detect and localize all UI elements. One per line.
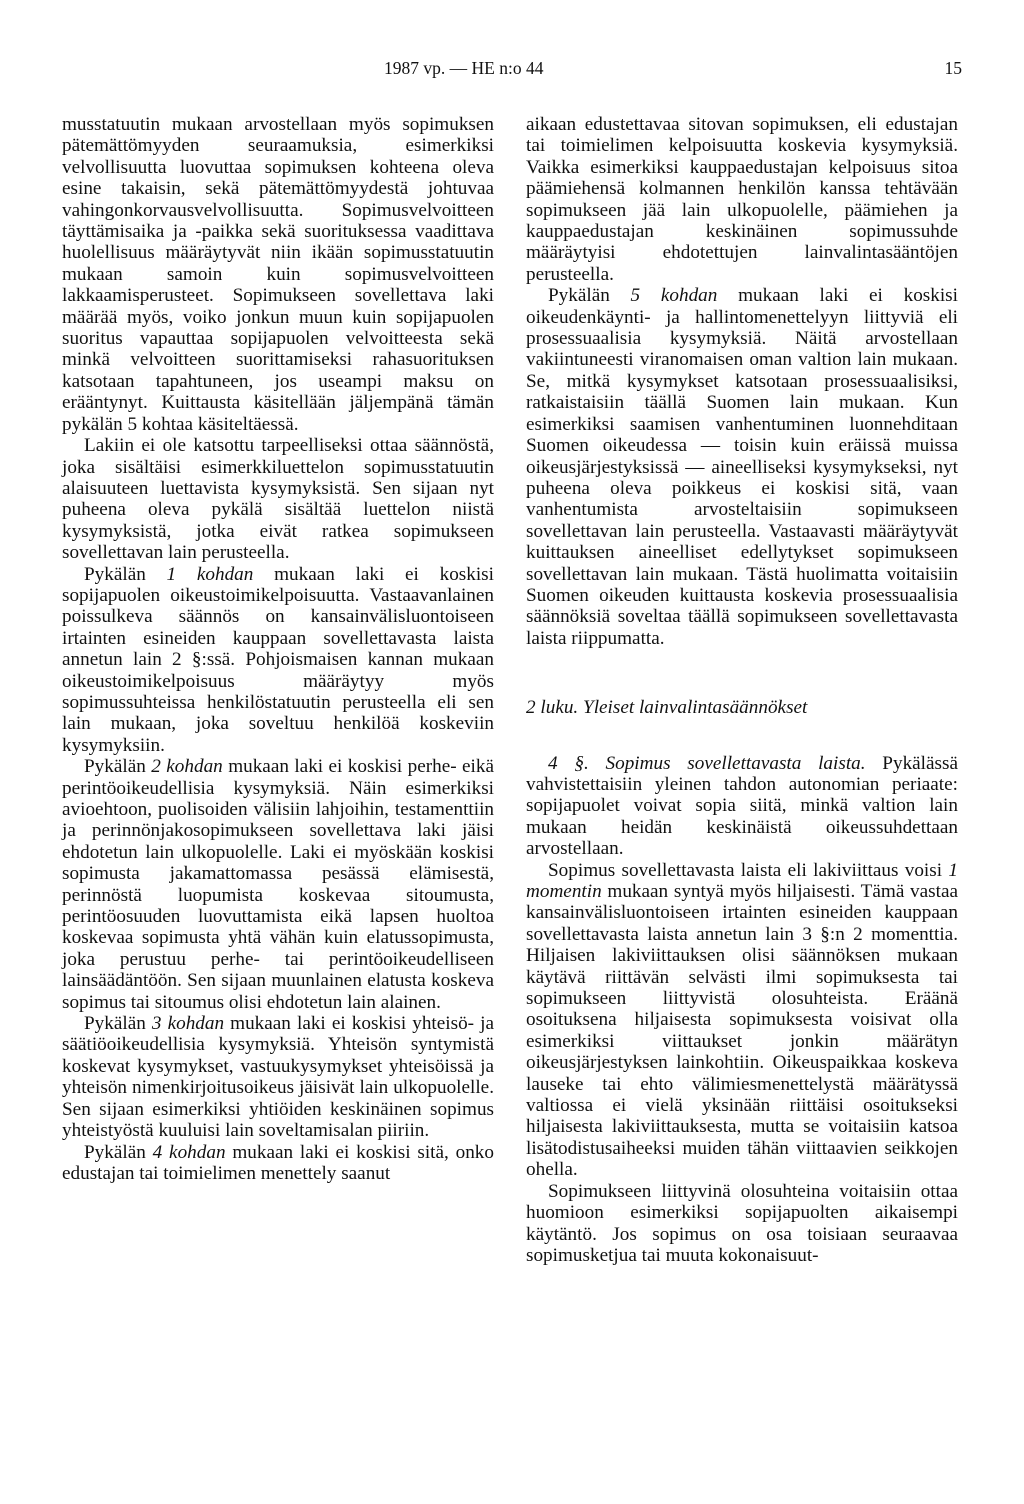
paragraph: Pykälän 3 kohdan mukaan laki ei koskisi yhteisö- ja säätiöoikeudellisia kysymyksiä. Yhteisön syntymistä koskevat kysymykset, vastuukysymykset yhteisöissä ja yhteisön nimenkirjoitusoikeus jäisivät lain ulkopuolelle. Sen sijaan esimerkiksi yhtiöiden keskinäinen sopimus yhteistyöstä kuuluisi lain soveltamisalan piiriin. [62,1013,494,1142]
paragraph: Pykälän 5 kohdan mukaan laki ei koskisi oikeudenkäynti- ja hallintomenettelyyn liittyviä eli prosessuaalisia kysymyksiä. Näitä arvostellaan vakiintuneesti viranomaisen oman valtion lain mukaan. Se, mitkä kysymykset katsotaan prosessuaalisiksi, ratkaistaisiin täällä Suomen lain mukaan. Kun esimerkiksi saamisen vanhentuminen luonnehditaan Suomen oikeudessa — toisin kuin eräissä muissa oikeusjärjestyksissä — aineelliseksi kysymykseksi, nyt puheena oleva poikkeus ei koskisi sitä, vaan vanhentumista arvosteltaisiin sopimukseen sovellettavan lain perusteella. Vastaavasti määräytyvät kuittauksen aineelliset edellytykset sopimukseen sovellettavan lain mukaan. Tästä huolimatta voitaisiin Suomen oikeuden kuittausta koskevia prosessuaalisia säännöksiä soveltaa täällä sopimukseen sovellettavasta laista riippumatta. [526,285,958,649]
page-header [0,58,1024,88]
right-column [526,114,958,1266]
paragraph: musstatuutin mukaan arvostellaan myös sopimuksen pätemättömyyden seuraamuksia, esimerkiksi velvollisuutta luovuttaa sopimuksen kohteena oleva esine takaisin, sekä pätemättömyydestä johtuvaa vahingonkorvausvelvollisuutta. Sopimusvelvoitteen täyttämisaika ja -paikka sekä suorituksessa vaadittava huolellisuus määräytyvät niin ikään sopimusstatuutin mukaan samoin kuin sopimusvelvoitteen lakkaamisperusteet. Sopimukseen sovellettava laki määrää myös, voiko jonkun muun kuin sopijapuolen suoritus vapauttaa sopijapuolen velvoitteesta sekä minkä velvoitteen suorittamiseksi rahasuorituksen katsotaan tapahtuneen, jos useampi maksu on erääntynyt. Kuittausta käsitellään jäljempänä tämän pykälän 5 kohtaa käsiteltäessä. [62,114,494,435]
running-title: 1987 vp. — HE n:o 44 [384,58,544,78]
page-number: 15 [944,58,962,78]
paragraph: Pykälän 4 kohdan mukaan laki ei koskisi sitä, onko edustajan tai toimielimen menettely saanut [62,1141,494,1184]
paragraph: Sopimukseen liittyvinä olosuhteina voitaisiin ottaa huomioon esimerkiksi sopijapuolten aikaisempi käytäntö. Jos sopimus on osa toisiaan seuraavaa sopimusketjua tai muuta kokonaisuut- [526,1180,958,1266]
paragraph: Pykälän 2 kohdan mukaan laki ei koskisi perhe- eikä perintöoikeudellisia kysymyksiä. Näin esimerkiksi avioehtoon, puolisoiden välisiin lahjoihin, testamenttiin ja perinnönjakosopimukseen sovellettava laki jäisi ehdotetun lain ulkopuolelle. Laki ei myöskään koskisi sopimusta jakamattomassa pesässä elämisestä, perinnöstä luopumista koskevaa sitoumusta, perintöosuuden luovuttamista eikä lapsen huoltoa koskevaa sopimusta yhtä vähän kuin elatussopimusta, joka perustuu perhe- tai perintöoikeudelliseen lainsäädäntöön. Sen sijaan muunlainen elatusta koskeva sopimus tai sitoumus olisi ehdotetun lain alainen. [62,756,494,1013]
paragraph: Pykälän 1 kohdan mukaan laki ei koskisi sopijapuolen oikeustoimikelpoisuutta. Vastaavanlainen poissulkeva säännös on kansainvälisluontoiseen irtainten esineiden kauppaan sovellettavasta laista annetun lain 2 §:ssä. Pohjoismaisen kannan mukaan oikeustoimikelpoisuus määräytyy myös sopimussuhteissa henkilöstatuutin perusteella eli sen lain mukaan, joka soveltuu henkilöä koskeviin kysymyksiin. [62,563,494,756]
paragraph: Lakiin ei ole katsottu tarpeelliseksi ottaa säännöstä, joka sisältäisi esimerkkiluettelon sopimusstatuutin alaisuuteen luettavista kysymyksistä. Sen sijaan nyt puheena oleva pykälä sisältää luettelon niistä kysymyksistä, jotka eivät ratkea sopimukseen sovellettavan lain perusteella. [62,435,494,564]
paragraph: aikaan edustettavaa sitovan sopimuksen, eli edustajan tai toimielimen kelpoisuutta koskevia kysymyksiä. Vaikka esimerkiksi kauppaedustajan kelpoisuus sitoa päämiehensä kolmannen henkilön kanssa tehtävään sopimukseen jää lain ulkopuolelle, päämiehen ja kauppaedustajan keskinäinen sopimussuhde määräytyisi ehdotettujen lainvalintasääntöjen perusteella. [526,114,958,285]
chapter-heading: 2 luku. Yleiset lainvalintasäännökset [526,697,808,719]
paragraph: Sopimus sovellettavasta laista eli lakiviittaus voisi 1 momentin mukaan syntyä myös hiljaisesti. Tämä vastaa kansainvälisluontoiseen irtainten esineiden kauppaan sovellettavasta laista annetun lain 3 §:n 2 momenttia. Hiljaisen lakiviittauksen olisi säännöksen mukaan käytävä riittävän selvästi ilmi sopimuksesta tai sopimukseen liittyvistä olosuhteista. Eräänä osoituksena hiljaisesta sopimuksesta voisivat olla esimerkiksi viittaukset jonkin määrätyn oikeusjärjestyksen lainkohtiin. Oikeuspaikkaa koskeva lauseke tai ehto välimiesmenettelystä määrätyssä valtiossa ei vielä yksinään riittäisi osoitukseksi hiljaisesta lakiviittauksesta, mutta se voitaisiin katsoa lisätodistusaiheeksi muiden tähän viittaavien seikkojen ohella. [526,859,958,1181]
section-paragraph: 4 §. Sopimus sovellettavasta laista. Pykälässä vahvistettaisiin yleinen tahdon autonomian periaate: sopijapuolet voivat sopia siitä, minkä valtion lain mukaan heidän keskinäistä oikeussuhdettaan arvostellaan. [526,752,958,860]
left-column [62,114,494,1184]
